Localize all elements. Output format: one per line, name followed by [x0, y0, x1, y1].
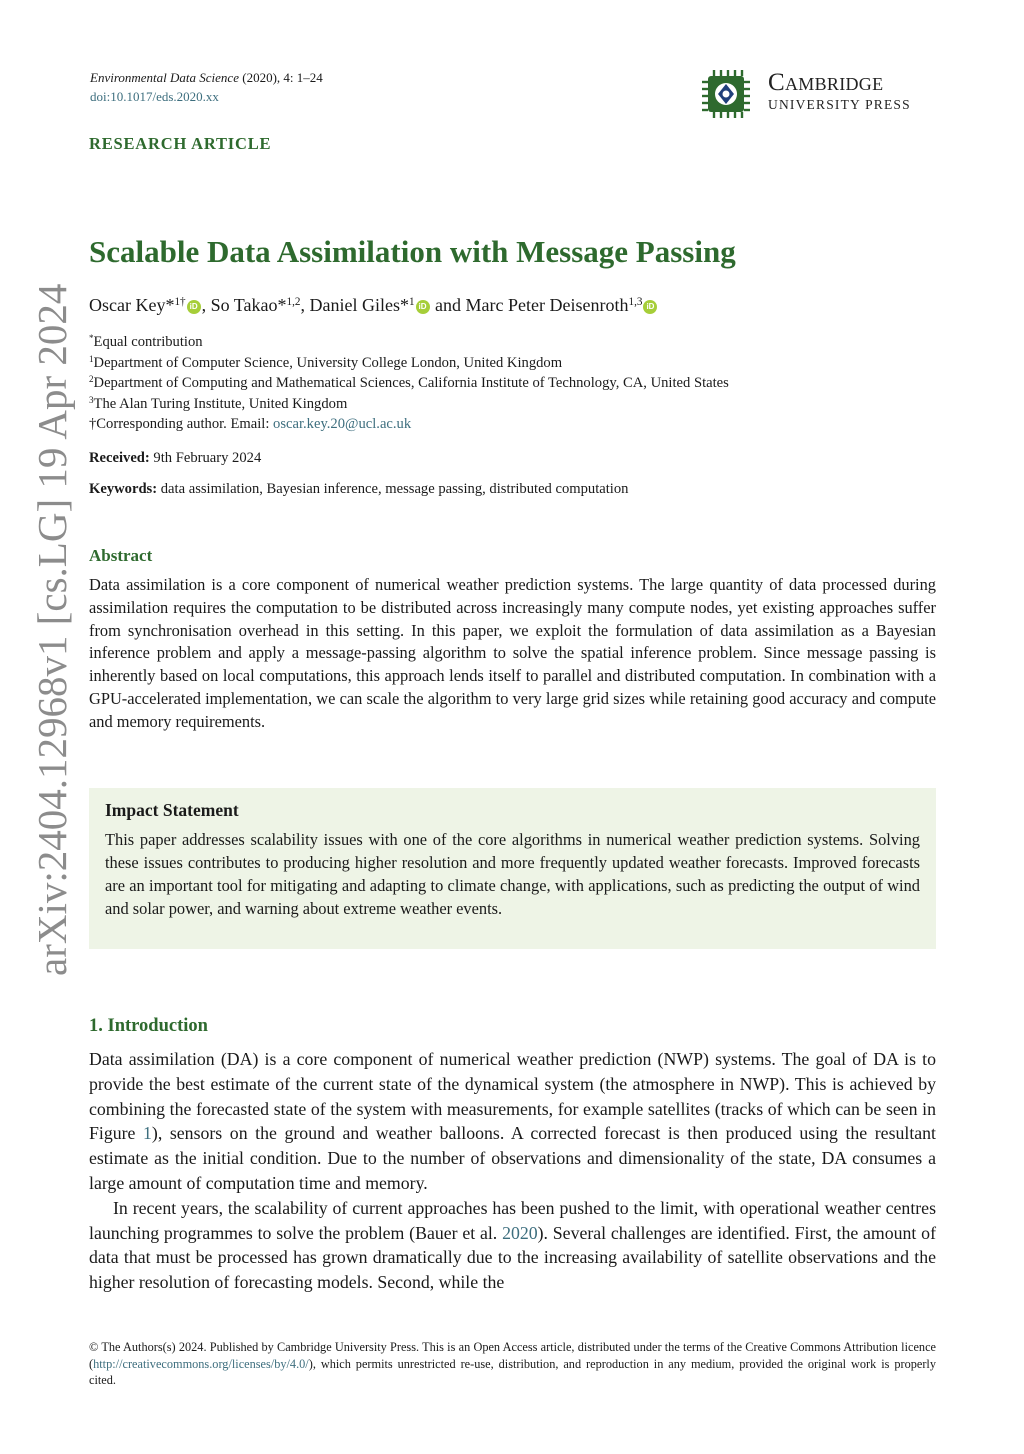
arxiv-sidebar-stamp — [14, 243, 78, 978]
affiliation-equal: *Equal contribution — [89, 333, 203, 350]
abstract-text: Data assimilation is a core component of numerical weather prediction systems. The large quantity of data processed during assimilation requires the computation to be distributed across increasingly many compute nodes, yet existing approaches suffer from synchronisation overhead in this setting. In this paper, we exploit the formulation of data assimilation as a Bayesian inference problem and apply a message-passing algorithm to solve the spatial inference problem. Since message passing is inherently based on local computations, this approach lends itself to parallel and distributed computation. In combination with a GPU-accelerated implementation, we can scale the algorithm to very large grid sizes while retaining good accuracy and compute and memory requirements. — [89, 575, 936, 731]
intro-paragraph-1: Data assimilation (DA) is a core component of numerical weather prediction (NWP) systems. The goal of DA is to provide the best estimate of the current state of the dynamical system (the atmosphere in NWP). This is achieved by combining the forecasted state of the system with measurements, for example satellites (tracks of which can be seen in Figure 1), sensors on the ground and weather balloons. A corrected forecast is then produced using the resultant estimate as the initial condition. Due to the number of observations and dimensionality of the state, DA consumes a large amount of computation time and memory. — [89, 1049, 936, 1193]
received-date: Received: 9th February 2024 — [89, 450, 262, 466]
author-affil-mark: 1,3 — [628, 295, 643, 308]
cambridge-shield-icon — [702, 70, 750, 118]
affiliation-3: $^3$The Alan Turing Institute, United Kingdom — [89, 394, 348, 412]
author-affil-mark: 1 — [408, 295, 415, 308]
journal-doi[interactable]: doi:10.1017/eds.2020.xx — [90, 89, 219, 104]
figure-ref-link[interactable]: 1 — [143, 1123, 152, 1144]
introduction-body — [89, 1047, 936, 1295]
publisher-name: Cambridge — [768, 69, 884, 96]
email-link[interactable]: oscar.key.20@ucl.ac.uk — [273, 416, 412, 433]
orcid-icon[interactable]: iD — [187, 300, 201, 314]
author-name: Oscar Key* — [89, 295, 175, 315]
orcid-icon[interactable]: iD — [643, 300, 657, 314]
corresponding-author: †Corresponding author. Email: oscar.key.20@ucl.ac.uk — [89, 416, 412, 433]
impact-heading: Impact Statement — [105, 800, 239, 820]
abstract-heading: Abstract — [89, 546, 153, 565]
paper-title: Scalable Data Assimilation with Message Passing — [89, 234, 736, 269]
license-link[interactable]: http://creativecommons.org/licenses/by/4.0/ — [93, 1356, 309, 1371]
author-name: , So Takao* — [201, 295, 287, 315]
journal-citation: (2020), 4: 1–24 — [238, 70, 323, 85]
journal-header — [90, 68, 323, 106]
orcid-icon[interactable]: iD — [416, 300, 430, 314]
affiliation-1: $^1$Department of Computer Science, University College London, United Kingdom — [89, 353, 563, 371]
affiliations — [89, 332, 729, 435]
affiliation-2: $^2$Department of Computing and Mathematical Sciences, California Institute of Technology, CA, United States — [89, 374, 729, 392]
journal-name: Environmental Data Science — [90, 70, 239, 85]
author-affil-mark: 1,2 — [286, 295, 301, 308]
impact-text: This paper addresses scalability issues with one of the core algorithms in numerical weather prediction systems. Solving these issues contributes to producing higher resolution and more frequently updated weather forecasts. Improved forecasts are an important tool for mitigating and adapting to climate change, with applications, such as predicting the output of wind and solar power, and warning about extreme weather events. — [105, 830, 920, 918]
citation-link[interactable]: 2020 — [502, 1222, 538, 1243]
arxiv-id: arXiv:2404.12968v1 [cs.LG] 19 Apr 2024 — [29, 283, 75, 976]
author-name: , Daniel Giles* — [300, 295, 409, 315]
author-name: and Marc Peter Deisenroth — [430, 295, 629, 315]
article-type: RESEARCH ARTICLE — [89, 134, 272, 153]
author-list — [89, 292, 658, 318]
license-footer: © The Authors(s) 2024. Published by Cambridge University Press. This is an Open Access article, distributed under the terms of the Creative Commons Attribution licence (http://creativecommons.org/licenses/by/4.0/), which permits unrestricted re-use, distribution, and reproduction in any medium, provided the original work is properly cited. — [89, 1340, 936, 1388]
publisher-press: UNIVERSITY PRESS — [768, 97, 911, 112]
keywords: Keywords: data assimilation, Bayesian inference, message passing, distributed computation — [89, 481, 629, 497]
author-affil-mark: 1† — [174, 295, 186, 308]
section-heading-introduction: 1. Introduction — [89, 1016, 208, 1036]
intro-paragraph-2: In recent years, the scalability of current approaches has been pushed to the limit, with operational weather centres launching programmes to solve the problem (Bauer et al. 2020). Several challenges are identified. First, the amount of data that must be processed has grown dramatically due to the increasing availability of satellite observations and the higher resolution of forecasting models. Second, while the — [89, 1197, 936, 1293]
